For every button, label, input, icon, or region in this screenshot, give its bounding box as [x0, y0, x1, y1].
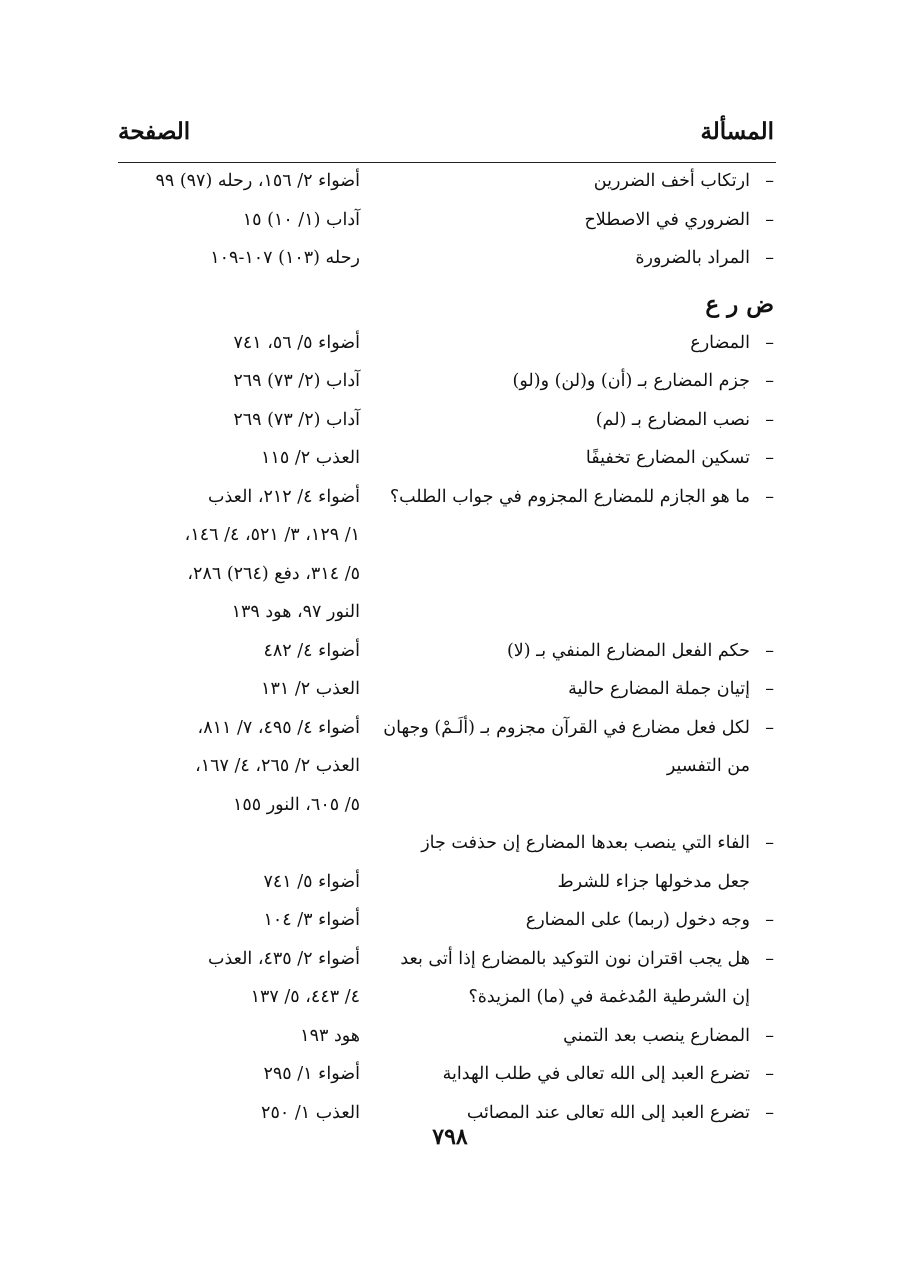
- header-rule: [118, 162, 776, 163]
- entry-issue: حكم الفعل المضارع المنفي بـ (لا): [506, 640, 750, 661]
- entry-dash: –: [765, 910, 774, 930]
- entry-dash: –: [765, 486, 774, 507]
- entry-issue: إتيان جملة المضارع حالية: [568, 679, 750, 699]
- entry-dash: –: [765, 448, 774, 468]
- entry-issue: المضارع: [690, 332, 750, 353]
- entry-ref: آداب (٢/ ٧٣) ٢٦٩: [233, 371, 360, 391]
- entry-issue: جزم المضارع بـ (أن) و(لن) و(لو): [512, 371, 750, 391]
- entry-ref: أضواء ٥/ ٥٦، ٧٤١: [233, 332, 360, 353]
- entry-ref: العذب ٢/ ١٣١: [261, 679, 360, 699]
- entry-ref: ١/ ١٢٩، ٣/ ٥٢١، ٤/ ١٤٦،: [184, 525, 360, 545]
- entry-issue: تضرع العبد إلى الله تعالى في طلب الهداية: [442, 1064, 750, 1084]
- entry-ref: أضواء ٤/ ٤٨٢: [263, 640, 360, 661]
- entry-issue: جعل مدخولها جزاء للشرط: [557, 871, 750, 892]
- entry-ref: العذب ٢/ ٢٦٥، ٤/ ١٦٧،: [195, 756, 360, 776]
- entry-ref: أضواء ٢/ ٤٣٥، العذب: [207, 948, 360, 969]
- entry-ref: آداب (١/ ١٠) ١٥: [242, 209, 360, 230]
- entry-dash: –: [765, 248, 774, 268]
- entry-dash: –: [765, 1025, 774, 1046]
- entry-issue: تضرع العبد إلى الله تعالى عند المصائب: [466, 1102, 750, 1123]
- entry-ref: ٤/ ٤٤٣، ٥/ ١٣٧: [250, 987, 360, 1007]
- entry-dash: –: [765, 171, 774, 191]
- entry-issue: نصب المضارع بـ (لم): [595, 409, 750, 430]
- entry-dash: –: [765, 1064, 774, 1084]
- page-number: ٧٩٨: [432, 1124, 468, 1150]
- entry-ref: أضواء ١/ ٢٩٥: [263, 1064, 360, 1084]
- entry-dash: –: [765, 717, 774, 738]
- entry-dash: –: [765, 833, 774, 853]
- section-heading: ض ر ع: [705, 290, 774, 318]
- entry-ref: أضواء ٢/ ١٥٦، رحله (٩٧) ٩٩: [155, 171, 360, 191]
- entry-dash: –: [765, 679, 774, 699]
- entry-issue: الضروري في الاصطلاح: [584, 209, 750, 230]
- entry-ref: العذب ١/ ٢٥٠: [261, 1102, 360, 1123]
- entry-ref: ٥/ ٦٠٥، النور ١٥٥: [232, 794, 360, 815]
- entry-dash: –: [765, 409, 774, 430]
- entry-ref: النور ٩٧، هود ١٣٩: [231, 602, 360, 622]
- entry-ref: ٥/ ٣١٤، دفع (٢٦٤) ٢٨٦،: [187, 563, 360, 584]
- entry-ref: أضواء ٤/ ٢١٢، العذب: [207, 486, 360, 507]
- entry-dash: –: [765, 1102, 774, 1123]
- entry-issue: تسكين المضارع تخفيفًا: [585, 448, 750, 468]
- entry-ref: أضواء ٣/ ١٠٤: [263, 910, 360, 930]
- entry-issue: إن الشرطية المُدغمة في (ما) المزيدة؟: [468, 987, 750, 1007]
- issue-column-header: المسألة: [700, 118, 774, 145]
- entry-dash: –: [765, 640, 774, 661]
- entry-ref: أضواء ٥/ ٧٤١: [263, 871, 360, 892]
- entry-dash: –: [765, 332, 774, 353]
- entry-issue: لكل فعل مضارع في القرآن مجزوم بـ (ألَـمْ) وجهان: [383, 717, 750, 738]
- entry-ref: رحله (١٠٣) ١٠٧-١٠٩: [210, 248, 360, 268]
- entry-dash: –: [765, 209, 774, 230]
- entry-dash: –: [765, 371, 774, 391]
- entry-issue: المراد بالضرورة: [635, 248, 750, 268]
- entry-issue: من التفسير: [666, 756, 750, 776]
- entry-issue: هل يجب اقتران نون التوكيد بالمضارع إذا أتى بعد: [400, 948, 750, 969]
- page-column-header: الصفحة: [118, 118, 191, 145]
- entry-issue: وجه دخول (ربما) على المضارع: [525, 910, 750, 930]
- entry-issue: ما هو الجازم للمضارع المجزوم في جواب الطلب؟: [389, 486, 750, 507]
- entry-issue: ارتكاب أخف الضررين: [593, 171, 750, 191]
- entry-issue: المضارع ينصب بعد التمني: [563, 1025, 750, 1046]
- entry-dash: –: [765, 948, 774, 969]
- entry-ref: أضواء ٤/ ٤٩٥، ٧/ ٨١١،: [197, 717, 360, 738]
- entry-issue: الفاء التي ينصب بعدها المضارع إن حذفت جاز: [421, 833, 750, 853]
- entry-ref: هود ١٩٣: [300, 1025, 360, 1046]
- entry-ref: آداب (٢/ ٧٣) ٢٦٩: [233, 409, 360, 430]
- entry-ref: العذب ٢/ ١١٥: [261, 448, 360, 468]
